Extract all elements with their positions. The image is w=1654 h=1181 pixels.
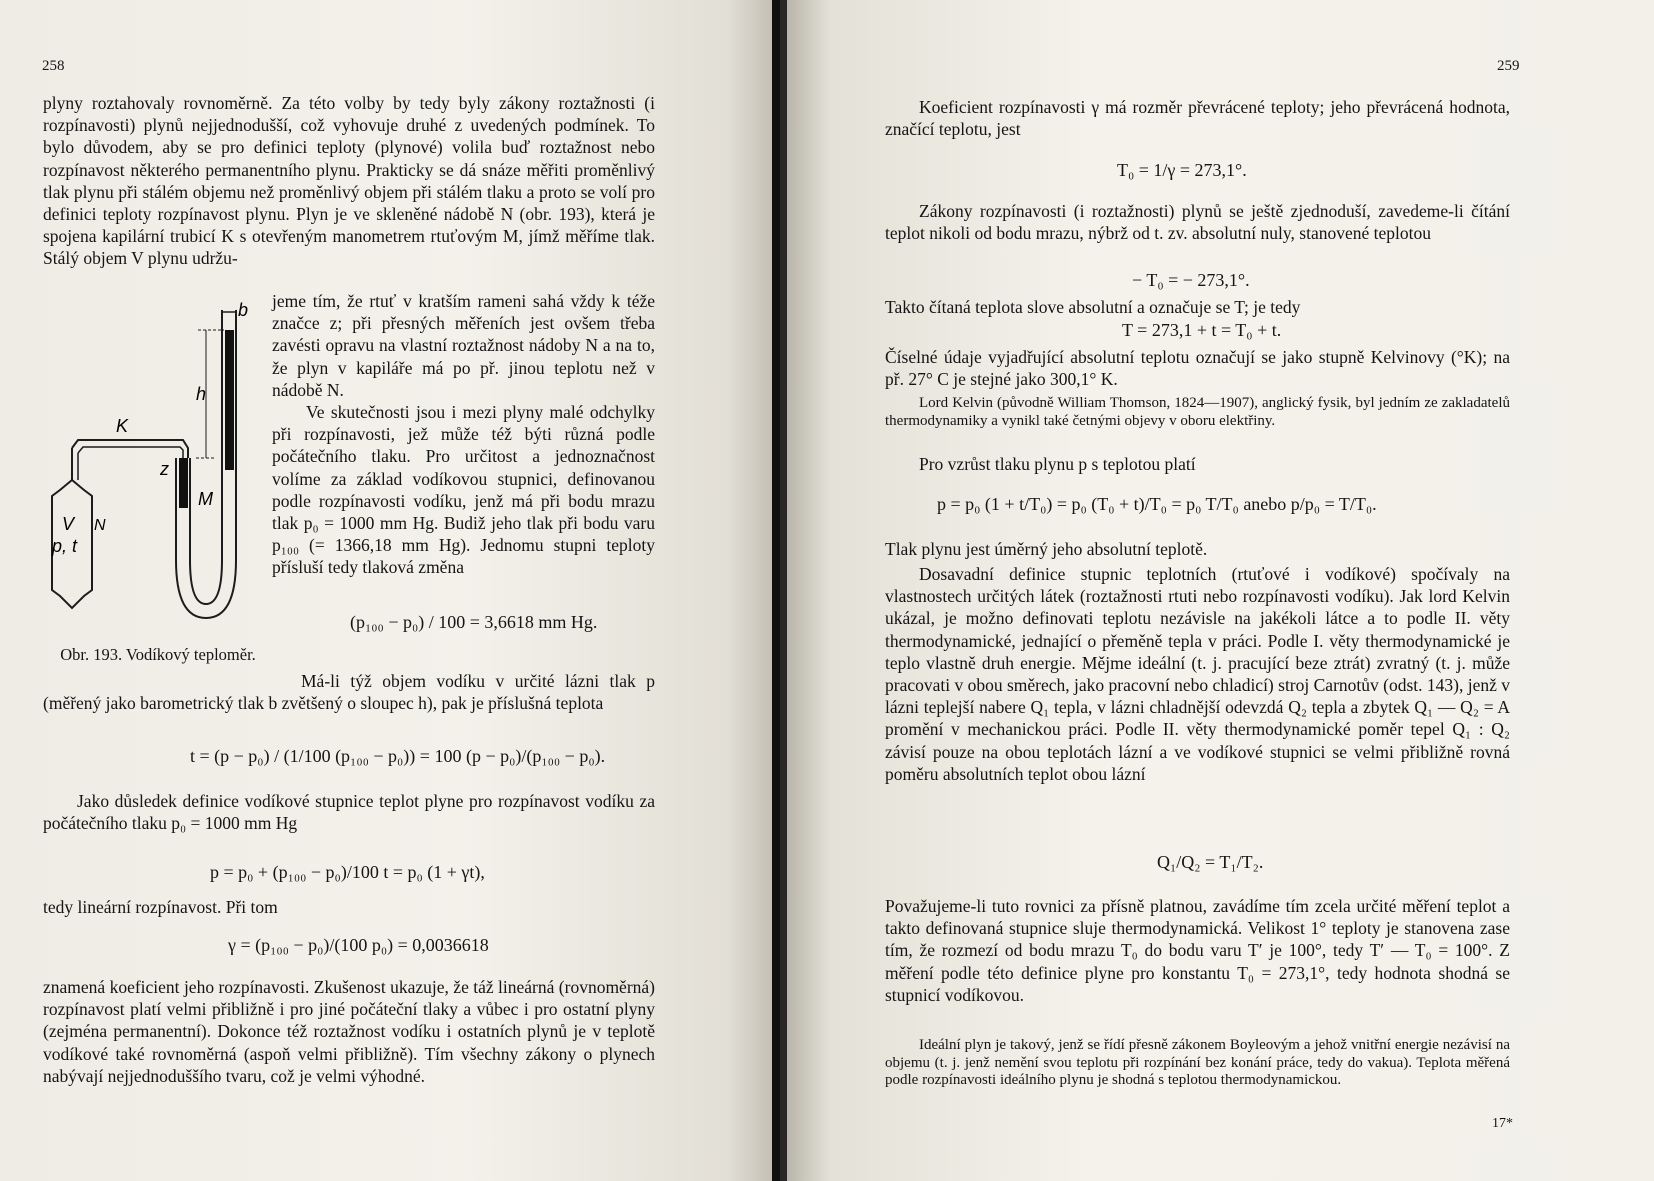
label-pt: p, t <box>52 536 78 556</box>
right-note-1: Lord Kelvin (původně William Thomson, 1824—1907), anglický fysik, byl jedním ze zakladatelů thermodynamiky a vynikl také četnými objevy v oboru elektřiny. <box>885 395 1510 429</box>
right-paragraph-1: Koeficient rozpínavosti γ má rozměr převrácené teploty; jeho převrácená hodnota, značící teplotu, jest <box>885 97 1510 140</box>
right-note-1-block <box>885 395 1510 430</box>
label-V: V <box>62 514 75 534</box>
figure-hydrogen-thermometer <box>38 290 268 640</box>
page-number-left: 258 <box>42 58 65 74</box>
right-paragraph-5: Pro vzrůst tlaku plynu p s teplotou platí <box>919 454 1196 474</box>
right-formula-5: Q₁/Q₂ = T₁/T₂. <box>1157 852 1264 872</box>
right-paragraph-6: Tlak plynu jest úměrný jeho absolutní teplotě. <box>885 539 1208 559</box>
right-paragraph-7: Dosavadní definice stupnic teplotních (rtuťové i vodíkové) spočívaly na vlastnostech určitých látek (roztažnosti rtuti nebo rozpínavosti vodíku). Jak lord Kelvin ukázal, je možno definovati teplotu nezávisle na jakékoli látce a to podle II. věty thermodynamické, jednající o přeměně tepla v práci. Podle I. věty thermodynamické je teplo vlastně druh energie. Mějme ideální (t. j. pracující beze ztrát) zvratný (t. j. může pracovati v obou směrech, jako pracovní nebo chladicí) stroj Carnotův (odst. 143), jenž v lázni teplejší nabere Q₁ tepla, v lázni chladnější odevzdá Q₂ tepla a zbytek Q₁ — Q₂ = A promění v mechanickou práci. Podle II. věty thermodynamické poměr tepel Q₁ : Q₂ závisí pouze na obou teplotách lázní a ve vodíkové stupnici se velmi přibližně rovná poměru absolutních teplot obou lázní <box>885 564 1510 784</box>
right-formula-4: p = p₀ (1 + t/T₀) = p₀ (T₀ + t)/T₀ = p₀ T/T₀ anebo p/p₀ = T/T₀. <box>937 494 1377 514</box>
left-formula-3: p = p₀ + (p₁₀₀ − p₀)/100 t = p₀ (1 + γt), <box>210 862 485 882</box>
left-paragraph-5: Jako důsledek definice vodíkové stupnice teplot plyne pro rozpínavost vodíku za počátečního tlaku p₀ = 1000 mm Hg <box>43 791 655 834</box>
right-paragraph-4: Číselné údaje vyjadřující absolutní teplotu označují se jako stupně Kelvinovy (°K); na př. 27° C je stejné jako 300,1° K. <box>885 347 1510 390</box>
left-paragraph-5-block <box>43 790 655 834</box>
left-paragraph-3: Ve skutečnosti jsou i mezi plyny malé odchylky při rozpínavosti, jež může též býti různá podle počátečního tlaku. Pro určitost a jednoznačnost volíme za základ vodíkovou stupnici, definovanou podle rozpínavosti vodíku, jenž má při bodu mrazu tlak p₀ = 1000 mm Hg. Budiž jeho tlak při bodu varu p₁₀₀ (= 1366,18 mm Hg). Jednomu stupni teploty přísluší tedy tlaková změna <box>272 402 655 578</box>
label-K: K <box>116 416 129 436</box>
capillary-tube <box>72 440 188 458</box>
mercury-short-arm <box>179 458 188 508</box>
label-M: M <box>198 489 213 509</box>
label-z: z <box>160 459 169 479</box>
left-paragraph-7: znamená koeficient jeho rozpínavosti. Zkušenost ukazuje, že táž lineárná (rovnoměrná) rozpínavost platí velmi přibližně i pro jiné počáteční tlaky a vůbec i pro ostatní plyny (zejména permanentní). Dokonce též roztažnost vodíku i ostatních plynů je v teplotě vodíkové také rovnoměrná (aspoň velmi přibližně). Tím všechny zákony o plynech nabývají nejjednoduššího tvaru, což je velmi výhodné. <box>43 977 655 1086</box>
page-258 <box>0 0 782 1181</box>
figure-caption: Obr. 193. Vodíkový teploměr. <box>60 645 256 664</box>
left-paragraph-4: Má-li týž objem vodíku v určité lázni tlak p (měřený jako barometrický tlak b zvětšený o sloupec h), pak je příslušná teplota <box>43 671 655 714</box>
right-note-2-block <box>885 1037 1510 1090</box>
right-paragraph-5-block <box>885 453 1510 475</box>
right-formula-2: − T₀ = − 273,1°. <box>1132 270 1250 290</box>
label-N: N <box>94 517 106 534</box>
left-paragraph-4-block <box>43 670 655 714</box>
label-b: b <box>238 300 249 320</box>
right-paragraph-2-block <box>885 200 1510 244</box>
left-paragraph-6: tedy lineární rozpínavost. Při tom <box>43 897 278 917</box>
left-formula-4: γ = (p₁₀₀ − p₀)/(100 p₀) = 0,0036618 <box>228 935 489 955</box>
mercury-long-arm <box>225 330 234 470</box>
right-formula-1: T₀ = 1/γ = 273,1°. <box>1117 160 1247 180</box>
right-paragraph-2: Zákony rozpínavosti (i roztažnosti) plynů se ještě zjednoduší, zavedeme-li čítání teplot nikoli od bodu mrazu, nýbrž od t. zv. absolutní nuly, stanovené teplotou <box>885 201 1510 244</box>
left-paragraph-2 <box>272 290 655 579</box>
right-paragraph-8: Považujeme-li tuto rovnici za přísně platnou, zavádíme tím zcela určité měření teplot a takto definovaná stupnice sluje thermodynamická. Velikost 1° teploty je stanovena zase tím, že rozmezí od bodu mrazu T₀ do bodu varu T′ je 100°, tedy T′ — T₀ = 100°. Z měření podle této definice plyne pro konstantu T₀ = 273,1°, tedy hodnota shodná se stupnicí vodíkovou. <box>885 896 1510 1005</box>
right-paragraph-3: Takto čítaná teplota slove absolutní a označuje se T; je tedy <box>885 297 1301 317</box>
right-formula-3: T = 273,1 + t = T₀ + t. <box>1122 320 1282 340</box>
page-259 <box>787 0 1654 1181</box>
signature-mark: 17* <box>1492 1116 1513 1131</box>
right-paragraph-7-block <box>885 563 1510 785</box>
page-number-right: 259 <box>1497 58 1520 74</box>
right-note-2: Ideální plyn je takový, jenž se řídí přesně zákonem Boyleovým a jehož vnitřní energie nezávisí na objemu (t. j. jenž nemění svou teplotu při rozpínání bez konání práce, tedy do vakua). Teplota měřená podle rozpínavosti ideálního plynu je shodná s teplotou thermodynamickou. <box>885 1037 1510 1088</box>
left-formula-1: (p₁₀₀ − p₀) / 100 = 3,6618 mm Hg. <box>350 612 598 632</box>
right-paragraph-1-block <box>885 96 1510 140</box>
left-paragraph-1: plyny roztahovaly rovnoměrně. Za této volby by tedy byly zákony roztažnosti (i rozpínavosti) plynů nejjednodušší, což vyhovuje druhé z uvedených podmínek. To bylo důvodem, aby se pro definici teploty (plynové) volila buď roztažnost nebo rozpínavost některého permanentního plynu. Prakticky se dá snáze měřiti proměnlivý tlak plynu při stálém objemu než proměnlivý objem při stálém tlaku a proto se volí pro definici teploty rozpínavost plynu. Plyn je ve skleněné nádobě N (obr. 193), která je spojena kapilární trubicí K s otevřeným manometrem rtuťovým M, jímž měříme tlak. Stálý objem V plynu udržu- <box>43 93 655 269</box>
left-formula-2: t = (p − p₀) / (1/100 (p₁₀₀ − p₀)) = 100 (p − p₀)/(p₁₀₀ − p₀). <box>190 746 606 766</box>
label-h: h <box>196 384 207 404</box>
left-paragraph-2-text: jeme tím, že rtuť v kratším rameni sahá vždy k téže značce z; při přesných měřeních jest ovšem třeba zavésti opravu na vlastní roztažnost nádoby N a na to, že plyn v kapiláře má po př. jinou teplotu než v nádobě N. <box>272 291 655 400</box>
